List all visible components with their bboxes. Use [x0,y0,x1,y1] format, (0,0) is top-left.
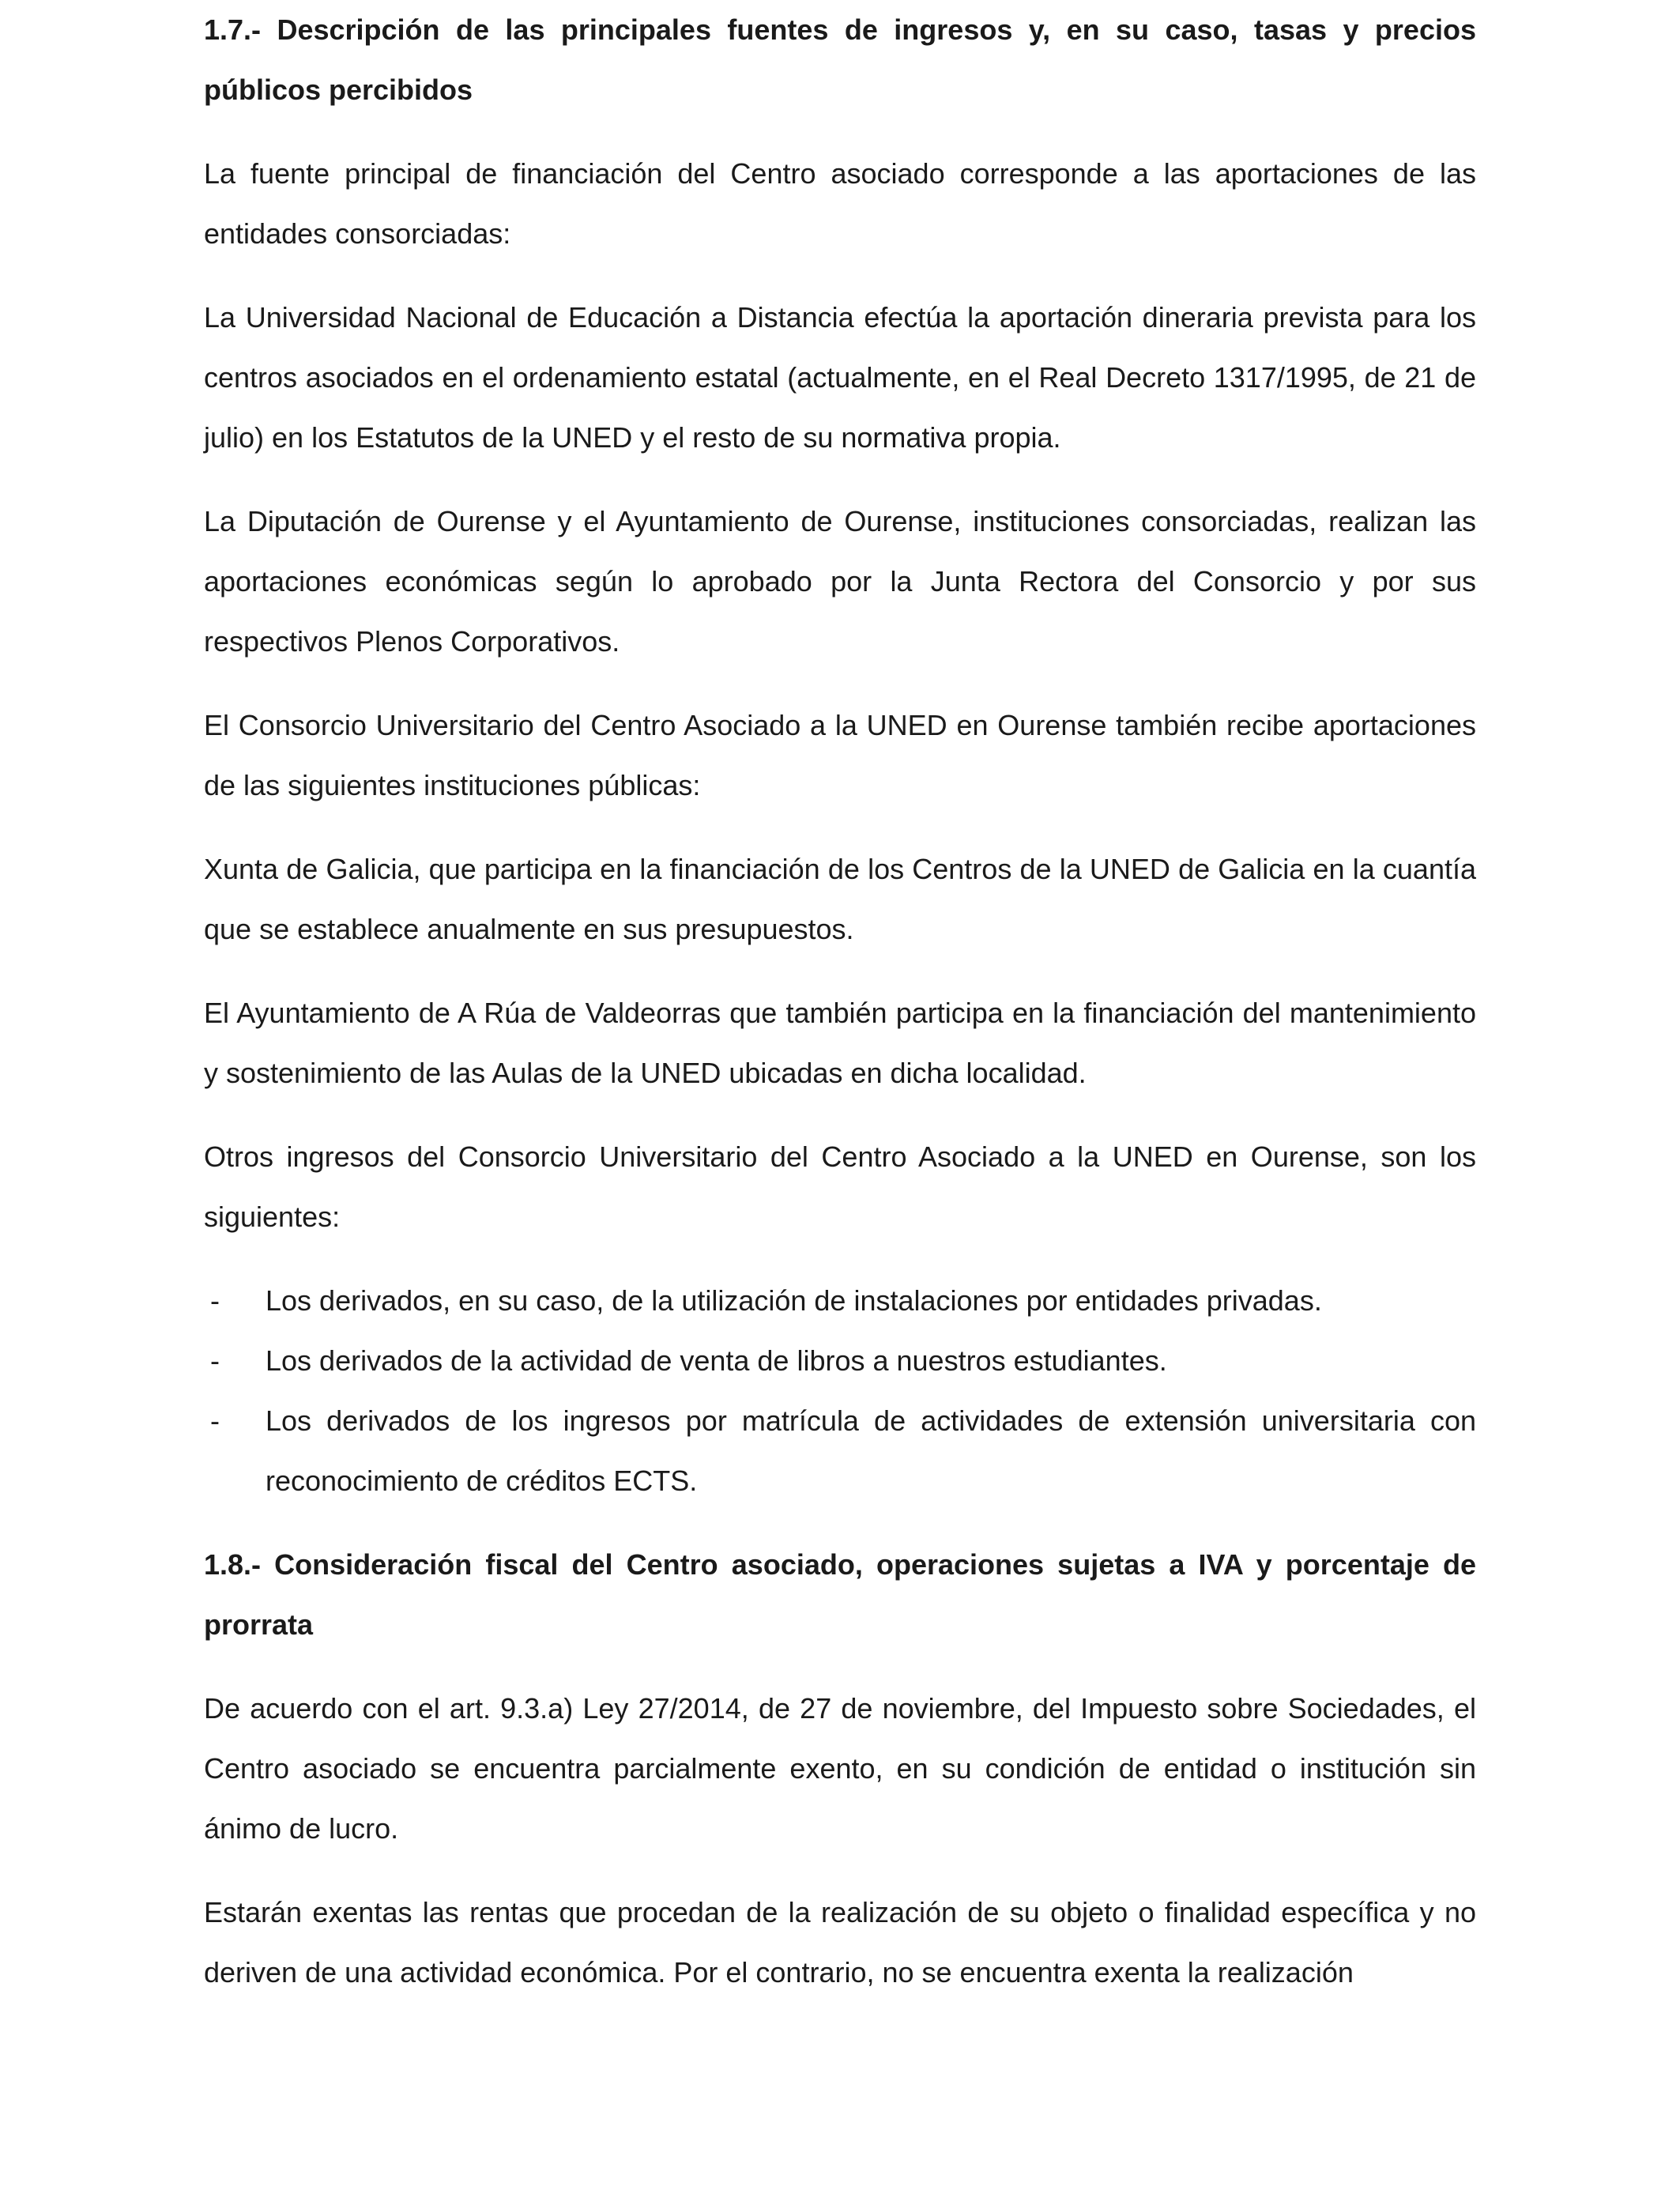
paragraph: La Universidad Nacional de Educación a Distancia efectúa la aportación dineraria prevista para los centros asociados en el ordenamiento estatal (actualmente, en el Real Decreto 1317/1995, de 21 de julio) en los Estatutos de la UNED y el resto de su normativa propia. [204,301,1476,454]
paragraph: El Ayuntamiento de A Rúa de Valdeorras que también participa en la financiación del mantenimiento y sostenimiento de las Aulas de la UNED ubicadas en dicha localidad. [204,997,1476,1089]
paragraph: Otros ingresos del Consorcio Universitario del Centro Asociado a la UNED en Ourense, son los siguientes: [204,1140,1476,1233]
paragraph: Estarán exentas las rentas que procedan de la realización de su objeto o finalidad específica y no deriven de una actividad económica. Por el contrario, no se encuentra exenta la realización [204,1896,1476,1989]
bullet-marker: - [210,1344,220,1377]
list-item-text: Los derivados, en su caso, de la utilización de instalaciones por entidades privadas. [266,1284,1322,1317]
paragraph: La fuente principal de financiación del Centro asociado corresponde a las aportaciones de las entidades consorciadas: [204,157,1476,250]
section-1-7-heading: 1.7.- Descripción de las principales fuentes de ingresos y, en su caso, tasas y precios públicos percibidos [204,13,1476,106]
list-item [204,1331,1476,1391]
bullet-marker: - [210,1404,220,1437]
list-item-text: Los derivados de la actividad de venta de libros a nuestros estudiantes. [266,1344,1167,1377]
paragraph: De acuerdo con el art. 9.3.a) Ley 27/2014, de 27 de noviembre, del Impuesto sobre Sociedades, el Centro asociado se encuentra parcialmente exento, en su condición de entidad o institución sin ánimo de lucro. [204,1692,1476,1845]
list-item [204,1391,1476,1511]
paragraph: La Diputación de Ourense y el Ayuntamiento de Ourense, instituciones consorciadas, realizan las aportaciones económicas según lo aprobado por la Junta Rectora del Consorcio y por sus respectivos Plenos Corporativos. [204,505,1476,658]
bullet-marker: - [210,1284,220,1317]
paragraph: Xunta de Galicia, que participa en la financiación de los Centros de la UNED de Galicia en la cuantía que se establece anualmente en sus presupuestos. [204,853,1476,945]
list-item-text: Los derivados de los ingresos por matrícula de actividades de extensión universitaria con reconocimiento de créditos ECTS. [266,1404,1476,1497]
section-1-8-heading: 1.8.- Consideración fiscal del Centro asociado, operaciones sujetas a IVA y porcentaje de prorrata [204,1548,1476,1641]
income-list [204,1271,1476,1511]
document-page [204,0,1476,2003]
paragraph: El Consorcio Universitario del Centro Asociado a la UNED en Ourense también recibe aportaciones de las siguientes instituciones públicas: [204,709,1476,801]
list-item [204,1271,1476,1331]
